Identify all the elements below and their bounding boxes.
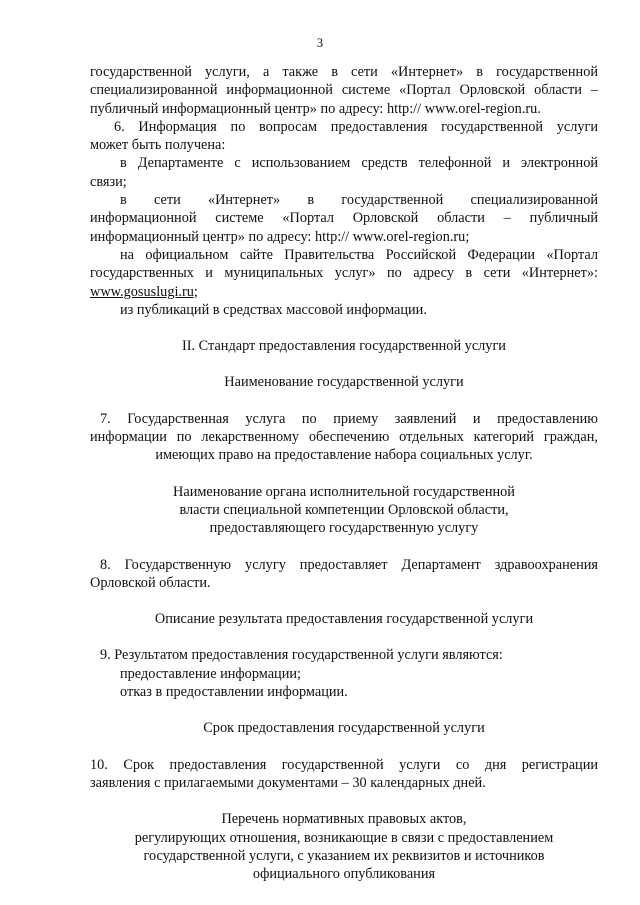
paragraph-gap (90, 738, 598, 756)
text-line: может быть получена: (90, 137, 226, 154)
heading-line: имеющих право на предоставление набора социальных услуг. (155, 447, 533, 464)
heading-line: II. Стандарт предоставления государственной услуги (182, 338, 506, 355)
heading-line: Наименование органа исполнительной государственной (173, 483, 515, 500)
heading-line: государственной услуги, с указанием их реквизитов и источников (143, 847, 545, 864)
text-line: 7. Государственная услуга по приему заявлений и предоставлению (100, 410, 598, 427)
heading-line: Наименование государственной услуги (224, 374, 464, 391)
paragraph-gap (90, 392, 598, 410)
paragraph-gap (90, 701, 598, 719)
heading-line: регулирующих отношения, возникающие в связи с предоставлением (134, 829, 554, 846)
paragraph-gap (90, 538, 598, 556)
paragraph-gap (90, 355, 598, 373)
text-line: информационный центр» по адресу: http:// www.orel-region.ru; (90, 228, 470, 245)
text-line: Орловской области. (90, 574, 211, 591)
text-line: на официальном сайте Правительства Российской Федерации «Портал (120, 246, 598, 263)
text-line: www.gosuslugi.ru; (90, 283, 198, 300)
heading-line: предоставляющего государственную услугу (209, 520, 479, 537)
text-line: предоставление информации; (120, 665, 301, 682)
text-line: государственных и муниципальных услуг» по адресу в сети «Интернет»: (90, 265, 598, 282)
paragraph-gap (90, 465, 598, 483)
text-line: отказ в предоставлении информации. (120, 684, 348, 701)
heading-line: Перечень нормативных правовых актов, (221, 811, 467, 828)
text-line: заявления с прилагаемыми документами – 30 календарных дней. (90, 774, 486, 791)
text-line: в Департаменте с использованием средств телефонной и электронной (120, 155, 598, 172)
text-line: публичный информационный центр» по адресу: http:// www.orel-region.ru. (90, 100, 541, 117)
text-line: информационной системе «Портал Орловской области – публичный (90, 210, 598, 227)
paragraph-gap (90, 319, 598, 337)
text-line: государственной услуги, а также в сети «Интернет» в государственной (90, 64, 598, 80)
paragraph-gap (90, 592, 598, 610)
paragraph-gap (90, 792, 598, 810)
text-line: информации по лекарственному обеспечению отдельных категорий граждан, (90, 429, 598, 446)
text-line: связи; (90, 173, 127, 190)
text-line: 6. Информация по вопросам предоставления государственной услуги (114, 118, 598, 135)
heading-line: Срок предоставления государственной услуги (203, 720, 485, 737)
document-body (90, 63, 598, 883)
text-line: в сети «Интернет» в государственной специализированной (120, 192, 598, 209)
text-line: 9. Результатом предоставления государственной услуги являются: (100, 647, 503, 664)
text-line: 10. Срок предоставления государственной услуги со дня регистрации (90, 756, 598, 773)
heading-line: Описание результата предоставления государственной услуги (154, 611, 534, 628)
heading-line: официального опубликования (252, 866, 436, 883)
heading-line: власти специальной компетенции Орловской области, (179, 501, 509, 518)
text-line: из публикаций в средствах массовой информации. (120, 301, 427, 318)
paragraph-gap (90, 628, 598, 646)
text-line: 8. Государственную услугу предоставляет Департамент здравоохранения (100, 556, 598, 573)
text-line: специализированной информационной системе «Портал Орловской области – (90, 82, 598, 99)
page-number: 3 (316, 36, 324, 50)
